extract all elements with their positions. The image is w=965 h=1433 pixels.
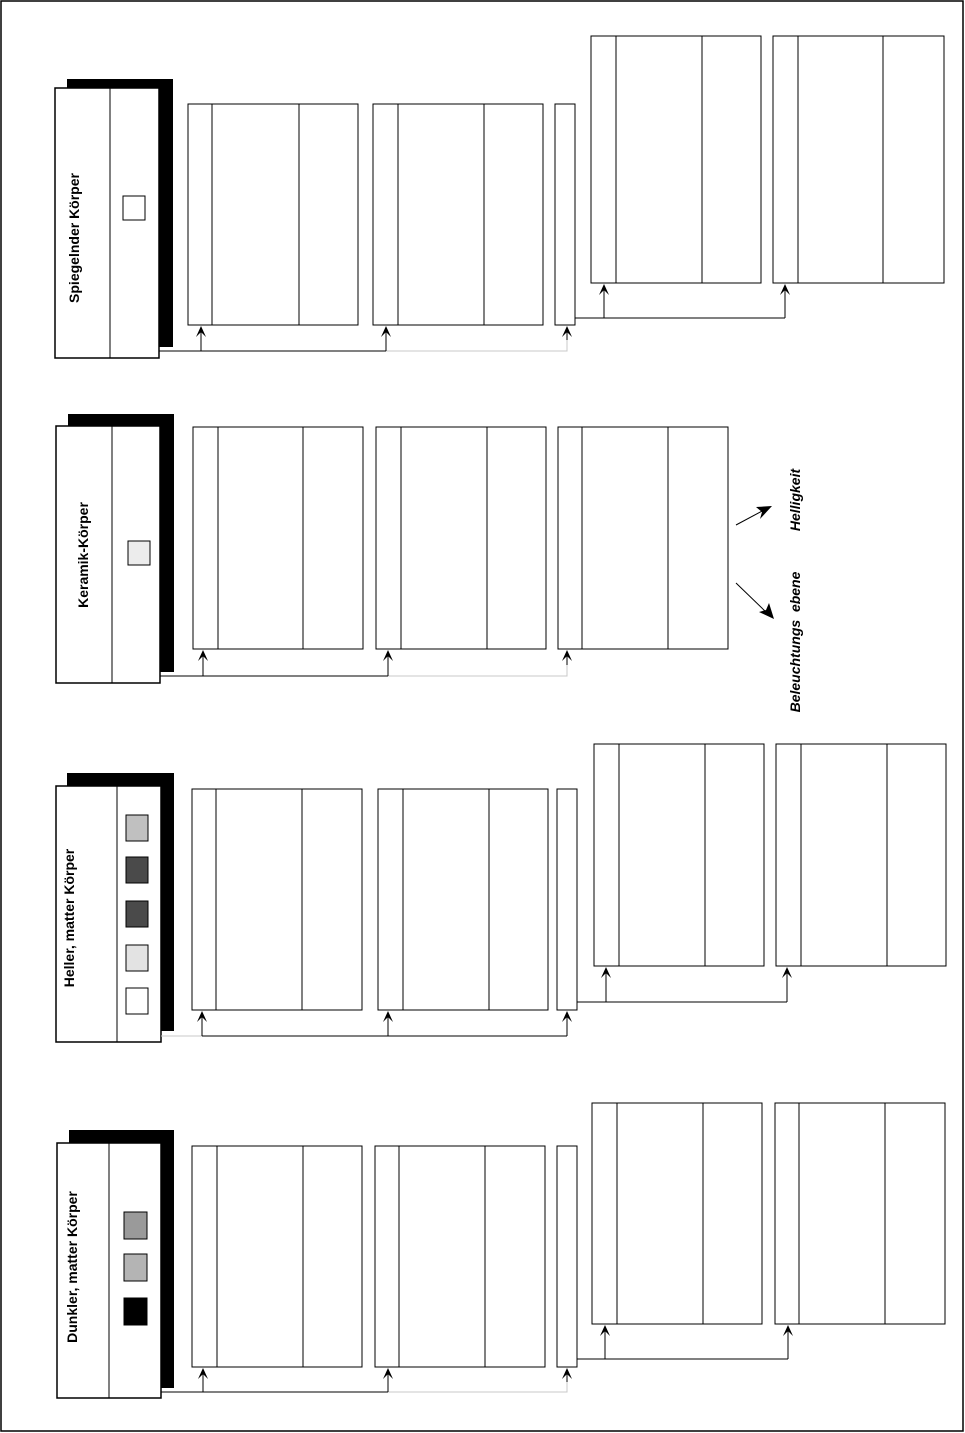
data-panel xyxy=(775,1103,945,1324)
connector-line-light xyxy=(388,665,567,676)
group-keramik-koerper xyxy=(56,414,803,712)
group-dunkler-matter-koerper xyxy=(57,1103,945,1398)
group-heller-matter-koerper xyxy=(56,744,946,1042)
color-swatch xyxy=(128,541,150,565)
group-label: Keramik-Körper xyxy=(75,502,91,608)
illumination-arrowhead xyxy=(759,603,774,619)
data-panel xyxy=(192,789,362,1010)
color-swatch xyxy=(124,1298,147,1325)
brightness-label: Helligkeit xyxy=(787,468,803,532)
color-swatch xyxy=(126,815,148,841)
color-swatch xyxy=(126,857,148,883)
connector-line-light xyxy=(386,340,567,351)
color-swatch xyxy=(124,1212,147,1239)
narrow-panel xyxy=(557,789,577,1010)
color-swatch xyxy=(126,988,148,1014)
group-label: Spiegelnder Körper xyxy=(66,173,82,303)
group-spiegelnder-koerper xyxy=(55,36,944,358)
data-panel xyxy=(558,427,728,649)
narrow-panel xyxy=(557,1146,577,1367)
data-panel xyxy=(375,1146,545,1367)
illumination-arrow xyxy=(736,583,766,612)
illumination-label: Beleuchtungs ebene xyxy=(787,571,803,713)
data-panel xyxy=(188,104,358,325)
group-label: Heller, matter Körper xyxy=(61,848,77,988)
connector-line-light xyxy=(388,1382,567,1392)
color-swatch xyxy=(123,196,145,220)
data-panel xyxy=(773,36,944,283)
color-swatch xyxy=(126,945,148,971)
color-swatch xyxy=(124,1254,147,1281)
narrow-panel xyxy=(555,104,575,325)
group-label: Dunkler, matter Körper xyxy=(64,1191,80,1343)
brightness-arrow xyxy=(736,510,764,525)
color-swatch xyxy=(126,901,148,927)
